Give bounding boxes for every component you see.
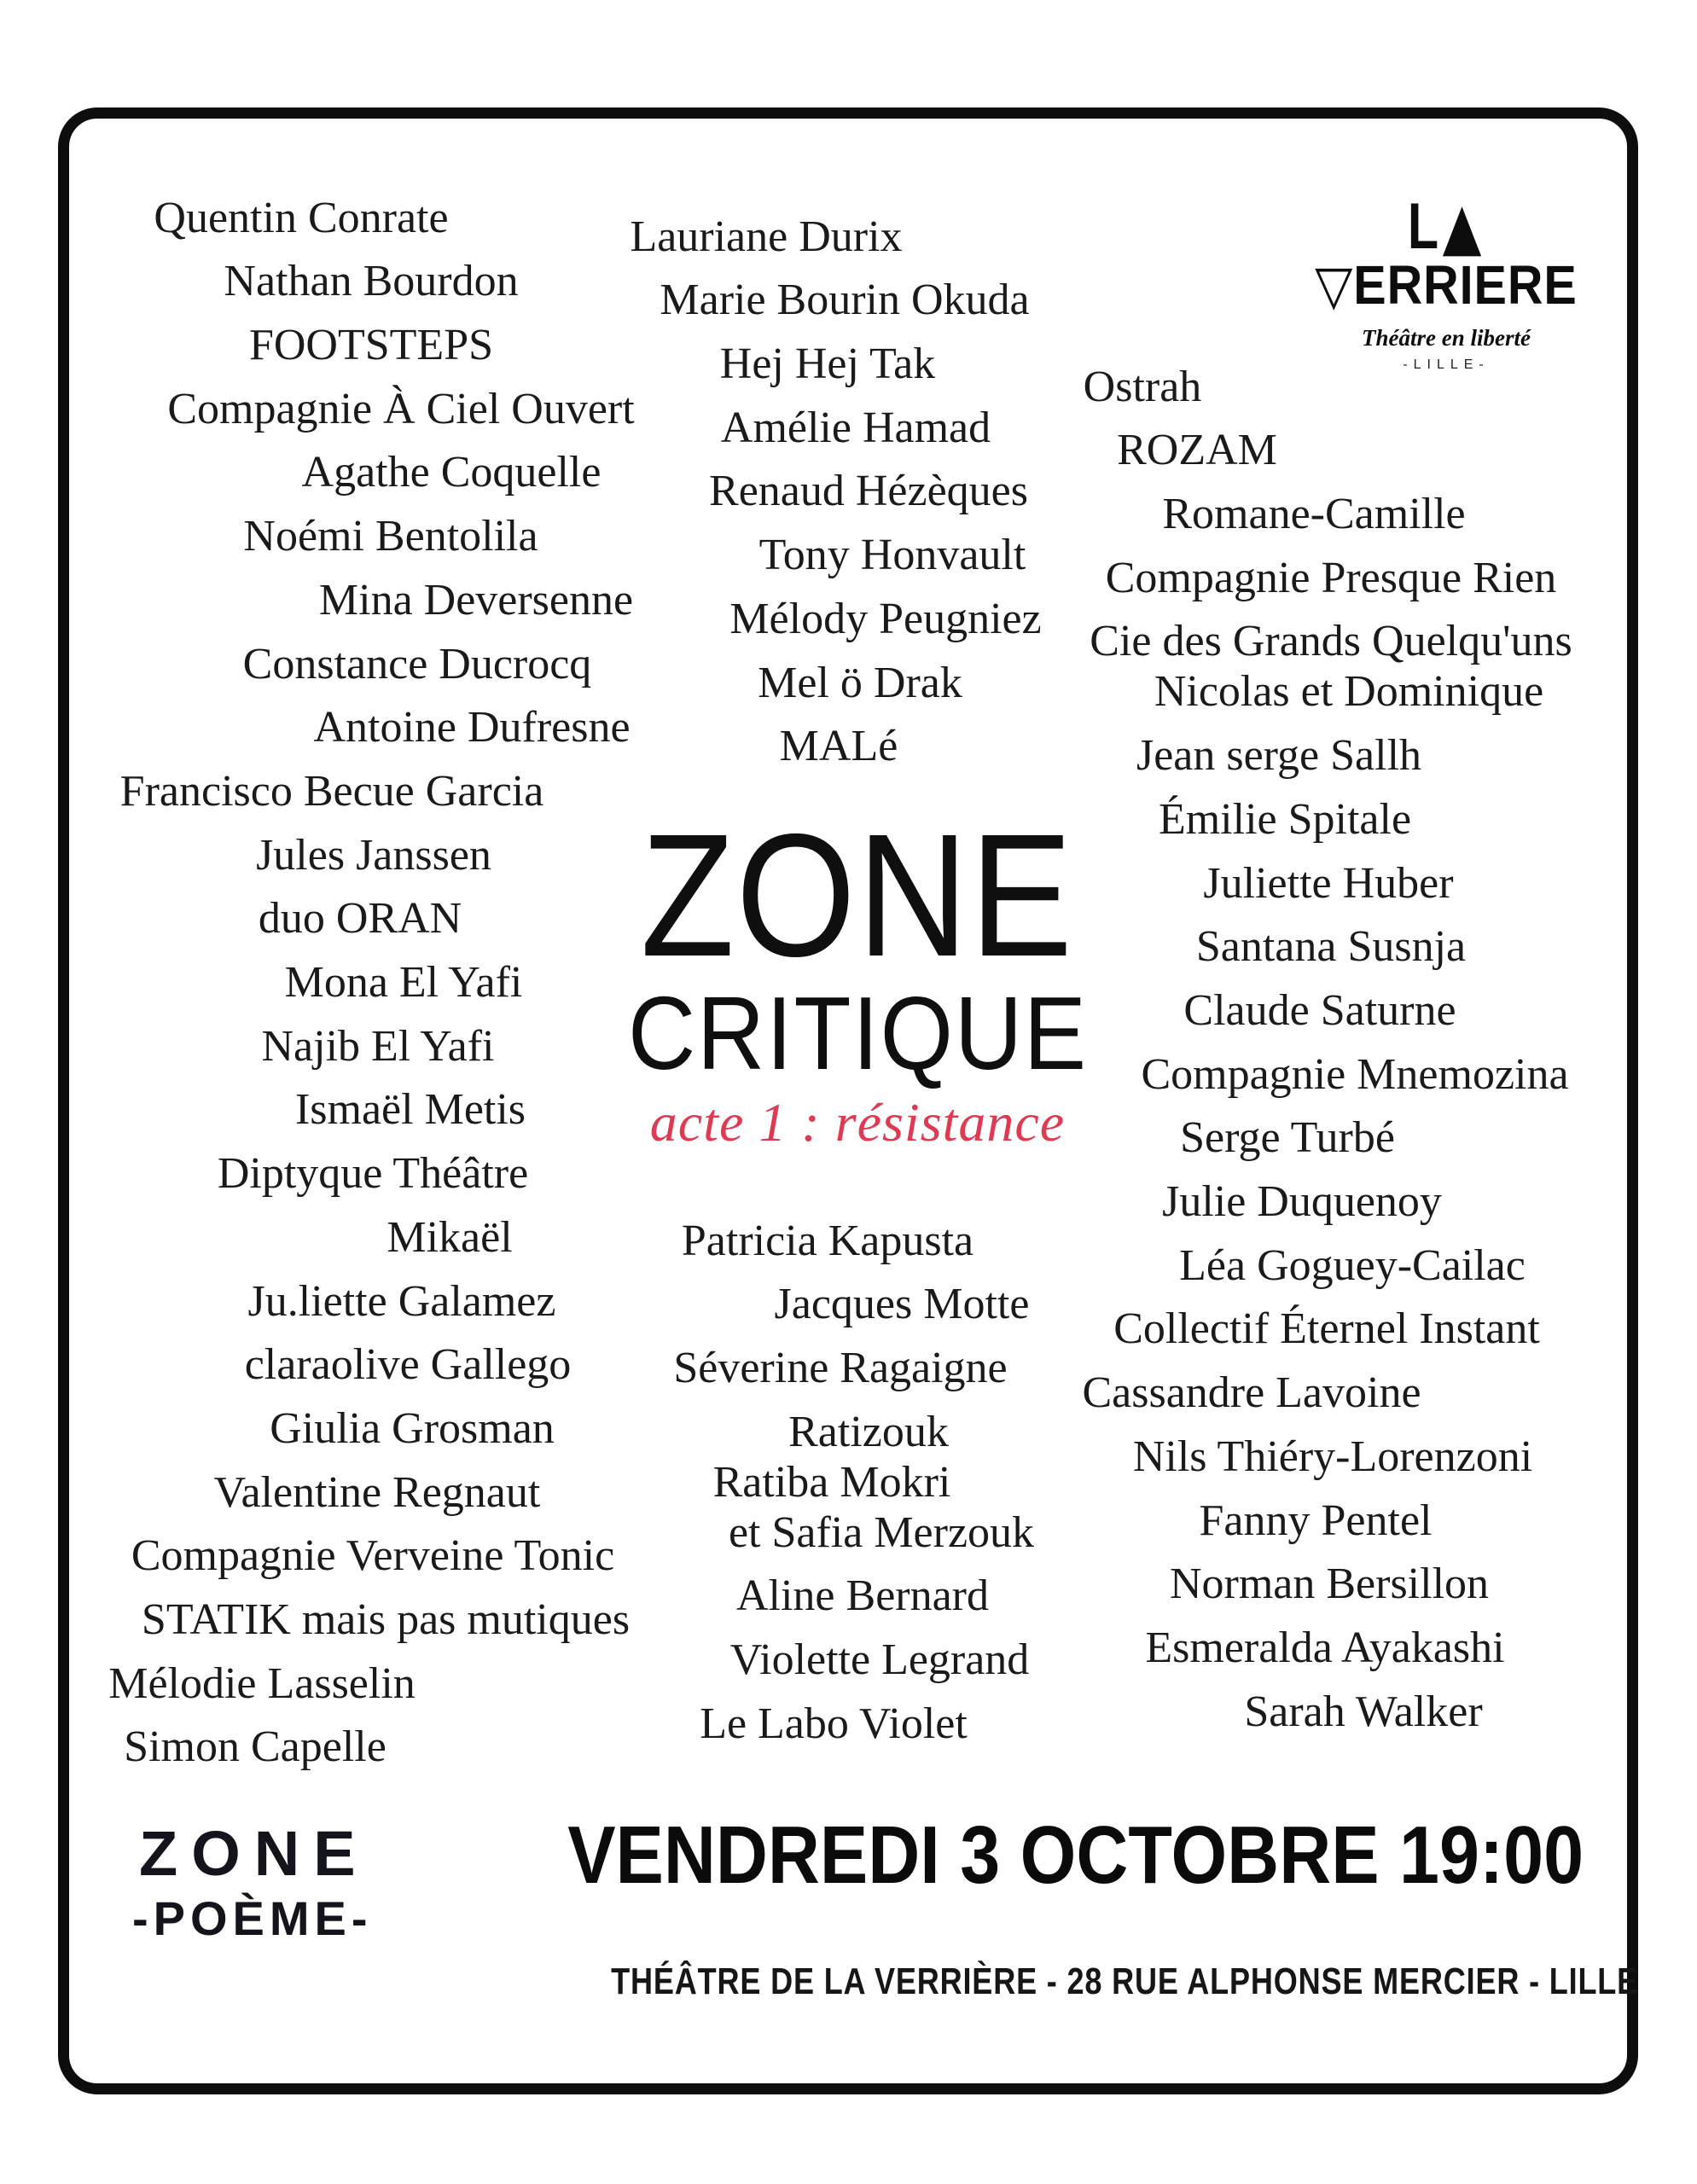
participant-name: Najib El Yafi: [261, 1021, 495, 1071]
participant-name: Quentin Conrate: [154, 193, 449, 242]
participant-name: Noémi Bentolila: [243, 512, 538, 561]
la-verriere-tagline: Théâtre en liberté: [1362, 325, 1531, 351]
participant-name: Santana Susnja: [1195, 922, 1467, 972]
title-line-critique: [602, 975, 1113, 1091]
participant-name: Patricia Kapusta: [681, 1216, 974, 1265]
participant-name: STATIK mais pas mutiques: [141, 1595, 631, 1644]
participant-name: Diptyque Théâtre: [217, 1149, 529, 1199]
event-datetime: VENDREDI 3 OCTOBRE 19:00: [567, 1809, 1584, 1901]
participant-name: Romane-Camille: [1162, 490, 1466, 538]
participant-name: Émilie Spitale: [1158, 794, 1412, 844]
participant-name: Hej Hej Tak: [719, 340, 936, 388]
title-zone-text: ZONE: [640, 798, 1075, 993]
participant-name: Nathan Bourdon: [224, 257, 519, 306]
participant-name: Mina Deversenne: [318, 575, 634, 624]
title-critique-text: CRITIQUE: [627, 975, 1088, 1091]
participant-name: Norman Bersillon: [1169, 1560, 1490, 1609]
participant-name: Cassandre Lavoine: [1082, 1368, 1421, 1418]
participant-name: Le Labo Violet: [700, 1699, 968, 1748]
participant-name: Mel ö Drak: [758, 658, 962, 707]
participant-name: Ratiba Mokri: [712, 1457, 951, 1507]
participant-name: Constance Ducrocq: [242, 639, 592, 688]
participant-name: MALé: [779, 722, 898, 771]
participant-name: Renaud Hézèques: [709, 467, 1028, 516]
participant-name: Ju.liette Galamez: [247, 1276, 556, 1326]
participant-name: Compagnie À Ciel Ouvert: [167, 384, 635, 433]
participant-name: et Safia Merzouk: [728, 1507, 1035, 1557]
participant-name: Esmeralda Ayakashi: [1145, 1623, 1505, 1672]
participant-name: Léa Goguey-Cailac: [1179, 1240, 1526, 1290]
participant-name: Jules Janssen: [256, 830, 491, 880]
triangle-v-glyph: ▽: [1315, 254, 1354, 317]
participant-name: Compagnie Presque Rien: [1105, 553, 1557, 602]
title-subtitle: acte 1 : résistance: [649, 1092, 1066, 1153]
participant-name: Lauriane Durix: [630, 212, 903, 261]
participant-name: Sarah Walker: [1244, 1687, 1483, 1736]
participant-name: Jean serge Sallh: [1136, 731, 1422, 781]
zone-poeme-logo: [132, 1817, 439, 1945]
participant-name: Tony Honvault: [758, 531, 1026, 580]
participant-name: Fanny Pentel: [1199, 1496, 1433, 1545]
participant-name: Compagnie Verveine Tonic: [131, 1531, 615, 1581]
participant-name: Agathe Coquelle: [301, 448, 602, 497]
la-verriere-logo-line2: ▽ERRIERE: [1315, 254, 1578, 317]
participant-name: Juliette Huber: [1203, 858, 1454, 908]
participant-name: Amélie Hamad: [720, 403, 991, 452]
participant-name: Marie Bourin Okuda: [660, 276, 1030, 325]
participant-name: Ismaël Metis: [294, 1085, 526, 1135]
title-line-zone: [602, 798, 1113, 993]
participant-name: Séverine Ragaigne: [673, 1344, 1008, 1392]
la-verriere-logo-line1: L▲: [1407, 188, 1485, 264]
participant-name: Ostrah: [1083, 362, 1202, 411]
participant-name: Nicolas et Dominique: [1154, 667, 1544, 717]
participant-name: Valentine Regnaut: [213, 1467, 541, 1517]
participant-name: Mona El Yafi: [284, 958, 523, 1007]
la-verriere-city-label: -LILLE-: [1403, 357, 1490, 372]
participant-name: Julie Duquenoy: [1162, 1177, 1442, 1226]
event-datetime-block: [498, 1810, 1607, 1901]
zone-poeme-line1: ZONE: [139, 1818, 369, 1889]
participant-name: Giulia Grosman: [270, 1403, 555, 1453]
event-venue: THÉÂTRE DE LA VERRIÈRE - 28 RUE ALPHONSE MERCIER - LILLE: [611, 1960, 1639, 2002]
participant-name: FOOTSTEPS: [248, 321, 494, 369]
la-verriere-logo: [1233, 188, 1659, 373]
participant-name: Aline Bernard: [735, 1571, 989, 1621]
participant-name: Serge Turbé: [1180, 1113, 1395, 1163]
participant-name: Violette Legrand: [729, 1635, 1030, 1685]
participant-name: Francisco Becue Garcia: [119, 766, 544, 816]
zone-poeme-line2: -POÈME-: [132, 1891, 373, 1945]
participant-name: Ratizouk: [788, 1407, 949, 1456]
participant-name: Simon Capelle: [124, 1722, 386, 1772]
participant-name: Compagnie Mnemozina: [1141, 1049, 1569, 1099]
participant-name: Mikaël: [386, 1212, 513, 1262]
participant-name: Collectif Éternel Instant: [1113, 1304, 1540, 1354]
event-venue-block: [498, 1960, 1639, 2003]
participant-name: Antoine Dufresne: [313, 703, 631, 752]
triangle-a-glyph: ▲: [1442, 188, 1485, 264]
participant-name: Jacques Motte: [774, 1280, 1030, 1329]
participant-name: Mélodie Lasselin: [108, 1658, 416, 1708]
participant-name: Cie des Grands Quelqu'uns: [1090, 617, 1572, 666]
participant-name: ROZAM: [1117, 426, 1277, 475]
participant-name: Mélody Peugniez: [729, 594, 1042, 643]
participant-name: Claude Saturne: [1183, 985, 1456, 1035]
participant-name: duo ORAN: [258, 894, 462, 944]
participant-name: Nils Thiéry-Lorenzoni: [1132, 1432, 1533, 1481]
participant-name: claraolive Gallego: [244, 1340, 572, 1390]
